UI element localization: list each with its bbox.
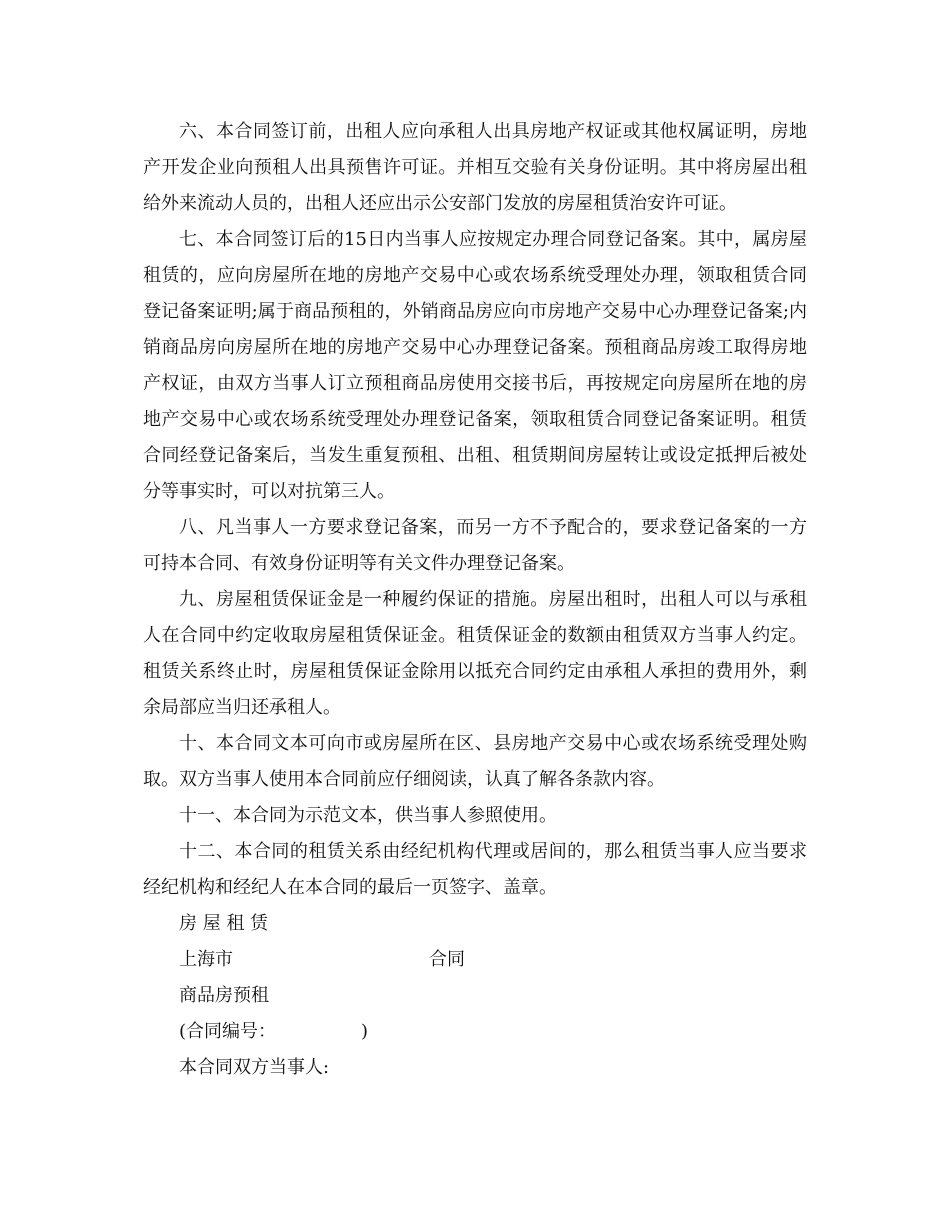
title-shanghai: 上海市 (179, 949, 233, 970)
contract-number-label: (合同编号： (179, 1021, 277, 1042)
title-contract: 合同 (429, 949, 465, 970)
contract-number-line (143, 1014, 807, 1050)
title-line-presale: 商品房预租 (179, 985, 269, 1006)
title-line-shanghai-contract (143, 942, 807, 978)
parties-label: 本合同双方当事人: (179, 1057, 330, 1078)
clause-10: 十、本合同文本可向市或房屋所在区、县房地产交易中心或农场系统受理处购取。双方当事人使用本合同前应仔细阅读，认真了解各条款内容。 (143, 733, 807, 790)
clause-7: 七、本合同签订后的15日内当事人应按规定办理合同登记备案。其中，属房屋租赁的，应向房屋所在地的房地产交易中心或农场系统受理处办理，领取租赁合同登记备案证明;属于商品预租的，外销商品房应向市房地产交易中心办理登记备案;内销商品房向房屋所在地的房地产交易中心办理登记备案。预租商品房竣工取得房地产权证，由双方当事人订立预租商品房使用交接书后，再按规定向房屋所在地的房地产交易中心或农场系统受理处办理登记备案，领取租赁合同登记备案证明。租赁合同经登记备案后，当发生重复预租、出租、租赁期间房屋转让或设定抵押后被处分等事实时，可以对抗第三人。 (143, 229, 808, 502)
title-line-lease: 房 屋 租 赁 (179, 913, 269, 934)
contract-number-close: ) (361, 1021, 369, 1042)
clause-8: 八、凡当事人一方要求登记备案，而另一方不予配合的，要求登记备案的一方可持本合同、有效身份证明等有关文件办理登记备案。 (143, 517, 807, 574)
clause-9: 九、房屋租赁保证金是一种履约保证的措施。房屋出租时，出租人可以与承租人在合同中约定收取房屋租赁保证金。租赁保证金的数额由租赁双方当事人约定。租赁关系终止时，房屋租赁保证金除用以抵充合同约定由承租人承担的费用外，剩余局部应当归还承租人。 (143, 589, 807, 718)
clause-11: 十一、本合同为示范文本，供当事人参照使用。 (179, 805, 557, 826)
clause-6: 六、本合同签订前，出租人应向承租人出具房地产权证或其他权属证明，房地产开发企业向预租人出具预售许可证。并相互交验有关身份证明。其中将房屋出租给外来流动人员的，出租人还应出示公安部门发放的房屋租赁治安许可证。 (143, 121, 807, 214)
clause-12: 十二、本合同的租赁关系由经纪机构代理或居间的，那么租赁当事人应当要求经纪机构和经纪人在本合同的最后一页签字、盖章。 (143, 841, 807, 898)
document-body (143, 114, 807, 1086)
